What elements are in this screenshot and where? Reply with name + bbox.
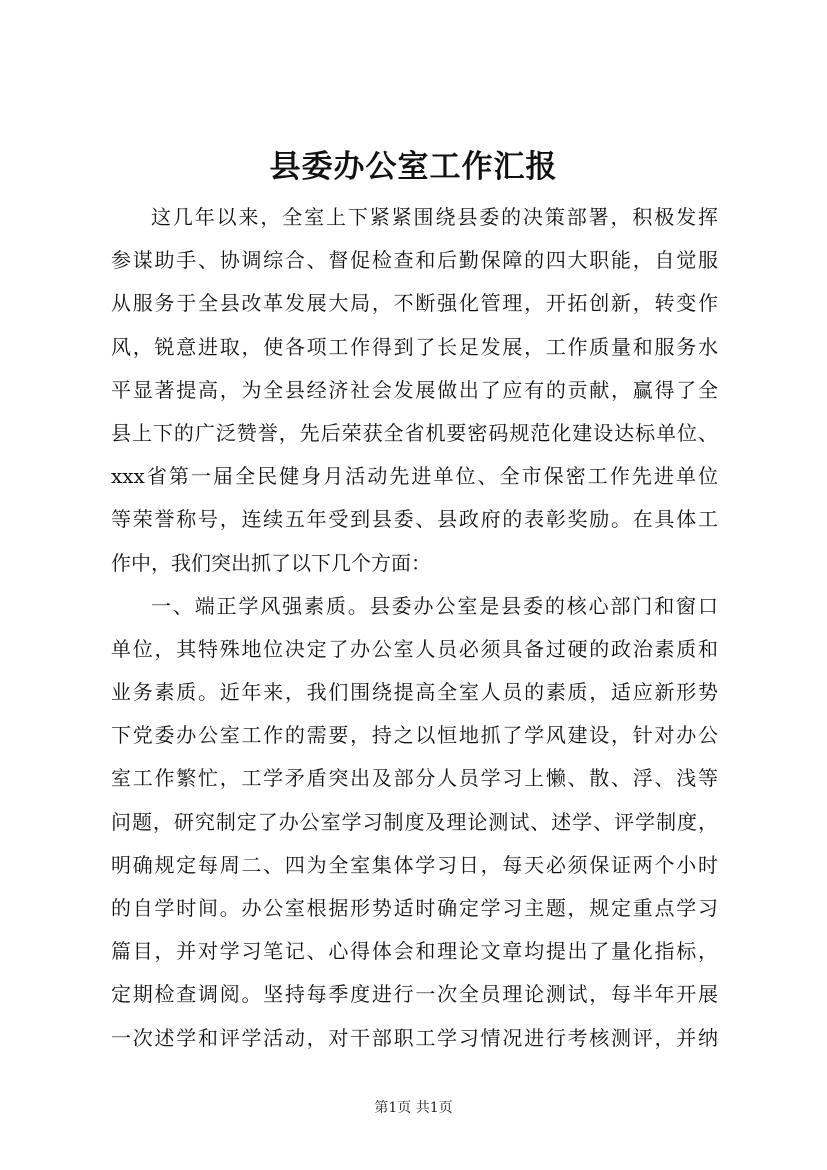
paragraph-2-line-9: 篇目，并对学习笔记、心得体会和理论文章均提出了量化指标， xyxy=(111,939,718,964)
document-title: 县委办公室工作汇报 xyxy=(269,149,558,185)
paragraph-2-line-1: 一、端正学风强素质。县委办公室是县委的核心部门和窗口 xyxy=(151,593,718,618)
paragraph-2-line-10: 定期检查调阅。坚持每季度进行一次全员理论测试，每半年开展 xyxy=(111,982,718,1007)
paragraph-1-line-7: xxx省第一届全民健身月活动先进单位、全市保密工作先进单位 xyxy=(111,464,718,489)
paragraph-1-line-9: 作中，我们突出抓了以下几个方面： xyxy=(111,550,431,575)
paragraph-2-line-6: 问题，研究制定了办公室学习制度及理论测试、述学、评学制度， xyxy=(111,809,718,834)
paragraph-2-line-11: 一次述学和评学活动，对干部职工学习情况进行考核测评，并纳 xyxy=(111,1025,718,1050)
paragraph-2-line-8: 的自学时间。办公室根据形势适时确定学习主题，规定重点学习 xyxy=(111,896,718,920)
paragraph-2-line-4: 下党委办公室工作的需要，持之以恒地抓了学风建设，针对办公 xyxy=(111,723,718,748)
paragraph-1-line-6: 县上下的广泛赞誉，先后荣获全省机要密码规范化建设达标单位、 xyxy=(111,420,718,445)
paragraph-2-line-5: 室工作繁忙，工学矛盾突出及部分人员学习上懒、散、浮、浅等 xyxy=(111,766,718,791)
paragraph-1-line-5: 平显著提高，为全县经济社会发展做出了应有的贡献，赢得了全 xyxy=(111,377,718,402)
paragraph-1-line-3: 从服务于全县改革发展大局，不断强化管理，开拓创新，转变作 xyxy=(111,291,718,316)
paragraph-1-line-1: 这几年以来，全室上下紧紧围绕县委的决策部署，积极发挥 xyxy=(151,205,718,229)
paragraph-2-line-2: 单位，其特殊地位决定了办公室人员必须具备过硬的政治素质和 xyxy=(111,636,718,661)
paragraph-1-line-2: 参谋助手、协调综合、督促检查和后勤保障的四大职能，自觉服 xyxy=(111,248,718,273)
paragraph-1-line-8: 等荣誉称号，连续五年受到县委、县政府的表彰奖励。在具体工 xyxy=(111,507,718,532)
paragraph-2-line-3: 业务素质。近年来，我们围绕提高全室人员的素质，适应新形势 xyxy=(111,680,718,705)
paragraph-2-line-7: 明确规定每周二、四为全室集体学习日，每天必须保证两个小时 xyxy=(111,852,718,877)
document-body xyxy=(111,196,718,1060)
page-number-footer: 第1页 共1页 xyxy=(374,1100,453,1116)
paragraph-1-line-4: 风，锐意进取，使各项工作得到了长足发展，工作质量和服务水 xyxy=(111,334,718,359)
